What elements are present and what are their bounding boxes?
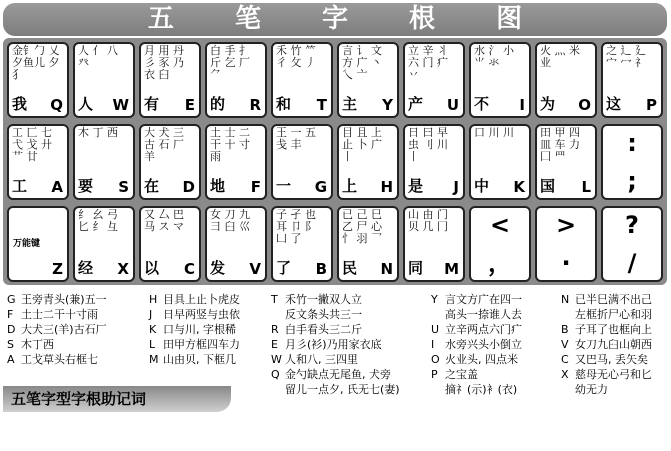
legend-line: Y 言文方广在四一 [431,293,522,306]
legend-line: H 目具上止卜虎皮 [149,293,240,306]
legend-col-4 [431,292,522,397]
legend-line: P 之宝盖 [431,368,478,381]
key-y: 言 讠 文 方 广 丶 乀 亠 主 Y [337,42,399,118]
key-z: 万能键 Z [7,206,69,282]
legend-line: 留儿一点夕, 氏无七(妻) [285,383,400,396]
mnemonic-legend [3,288,667,448]
key-semicolon: : ; [601,124,663,200]
key-l: 田 甲 四 皿 车 力 囗 罒 国 L [535,124,597,200]
key-t: 禾 竹 ⺮ 彳 攵 丿 和 T [271,42,333,118]
key-period: > · [535,206,597,282]
legend-line: F 土士二干十寸雨 [7,308,98,321]
key-w: 人 亻 八 癶 人 W [73,42,135,118]
legend-line: Q 金勺缺点无尾鱼, 犬旁 [271,368,391,381]
legend-line: O 火业头, 四点米 [431,353,518,366]
legend-line: 高头一捺谁人去 [445,308,522,321]
title-banner [3,3,667,36]
key-f: 土 士 二 干 十 寸 雨 地 F [205,124,267,200]
key-p: 之 辶 廴 宀 冖 礻 这 P [601,42,663,118]
key-u: 立 辛 丬 六 门 疒 丷 产 U [403,42,465,118]
key-c: 又 厶 巴 马 ス マ 以 C [139,206,201,282]
legend-col-2 [149,292,240,367]
legend-line: U 立辛两点六门疒 [431,323,522,336]
legend-line: B 子耳了也框向上 [561,323,652,336]
legend-line: 反文条头共三一 [285,308,362,321]
key-x: 纟 幺 弓 匕 纟 彑 经 X [73,206,135,282]
key-j: 日 曰 早 虫 刂 川 丨 是 J [403,124,465,200]
key-k: 口 川 川 中 K [469,124,531,200]
key-o: 火 灬 米 业 为 O [535,42,597,118]
legend-line: C 又巴马, 丢矢矣 [561,353,648,366]
legend-line: 左框折尸心和羽 [575,308,652,321]
key-i: 水 氵 小 ⺌ 氺 不 I [469,42,531,118]
key-m: 山 由 门 贝 几 冂 同 M [403,206,465,282]
key-b: 子 孑 也 耳 卩 阝 凵 了 了 B [271,206,333,282]
legend-line: T 禾竹一撇双人立 [271,293,362,306]
legend-line: 摘礻(示)衤(衣) [445,383,518,396]
legend-col-1 [7,292,107,367]
legend-line: D 大犬三(羊)古石厂 [7,323,107,336]
legend-line: J 日早两竖与虫依 [149,308,240,321]
key-v: 女 刀 九 彐 臼 巛 发 V [205,206,267,282]
key-h: 目 且 上 止 卜 广 丨 上 H [337,124,399,200]
legend-line: V 女刀九臼山朝西 [561,338,652,351]
key-a: 工 匚 七 弋 戈 廾 艹 廿 工 A [7,124,69,200]
footer-bar [3,386,231,412]
key-n: 已 己 巳 乙 尸 心 忄 羽 乛 民 N [337,206,399,282]
key-comma: < ， [469,206,531,282]
key-e: 月 用 丹 彡 豕 乃 衣 臼 有 E [139,42,201,118]
keyboard-panel [3,38,667,285]
key-r: 白 手 扌 斤 乞 厂 ⺈ 的 R [205,42,267,118]
legend-line: I 水旁兴头小倒立 [431,338,522,351]
key-q: 金钅勹 乂 夕鱼儿 夕犭 我 Q [7,42,69,118]
legend-line: A 工戈草头右框七 [7,353,98,366]
key-g: 王 一 五 戋 丰 一 G [271,124,333,200]
legend-col-5 [561,292,652,397]
key-s: 木 丁 西 要 S [73,124,135,200]
legend-line: S 木丁西 [7,338,54,351]
legend-line: L 田甲方框四车力 [149,338,240,351]
legend-line: K 口与川, 字根稀 [149,323,236,336]
key-d: 大 犬 三 古 石 厂 羊 在 D [139,124,201,200]
key-slash: ? / [601,206,663,282]
legend-line: X 慈母无心弓和匕 [561,368,652,381]
chart-title: 五 笔 字 根 图 [147,4,549,34]
legend-line: N 已半巳满不出己 [561,293,652,306]
legend-line: E 月彡(衫)乃用家衣底 [271,338,382,351]
legend-line: M 山由贝, 下框几 [149,353,236,366]
footer-title: 五笔字型字根助记词 [11,390,147,408]
legend-line: G 王旁青头(兼)五一 [7,293,107,306]
legend-line: R 白手看头三二斤 [271,323,362,336]
legend-col-3 [271,292,400,397]
legend-line: 幼无力 [575,383,608,396]
legend-line: W 人和八, 三四里 [271,353,358,366]
